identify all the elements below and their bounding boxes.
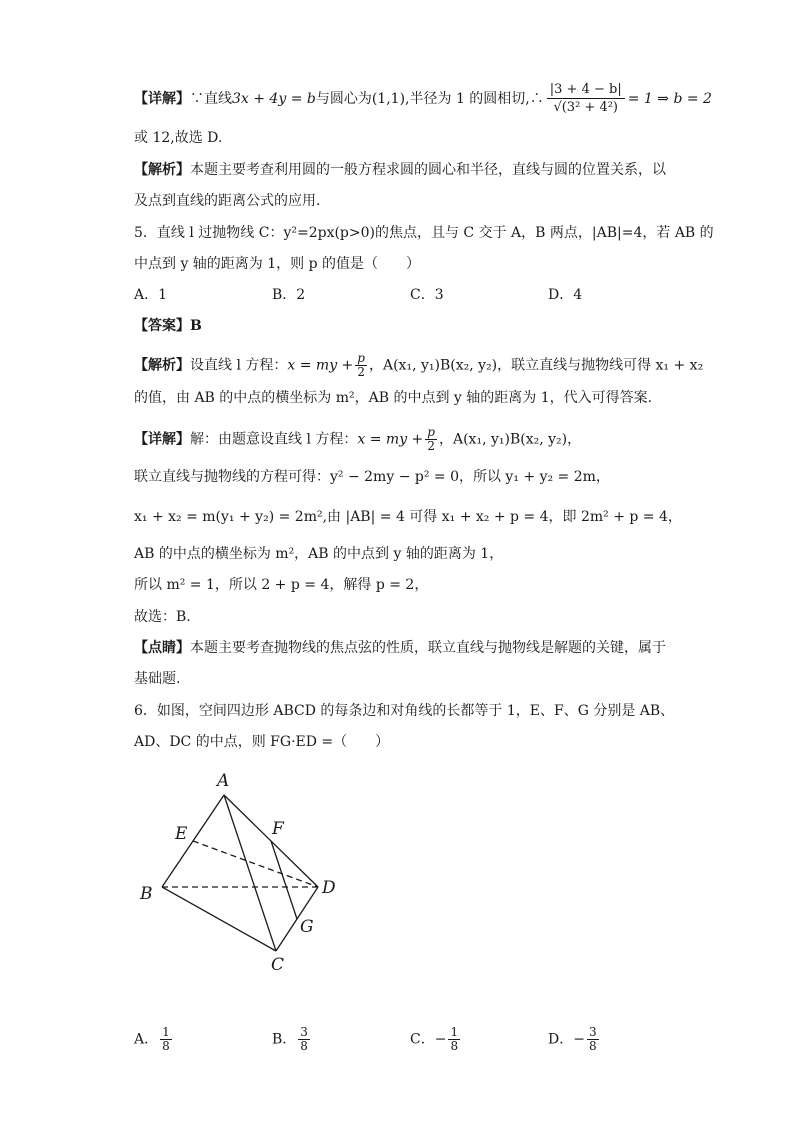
label-e: E — [175, 824, 188, 844]
option-letter: C． — [410, 1031, 435, 1048]
label-c: C — [271, 955, 285, 975]
q5-detail-line6: 故选：B. — [134, 609, 191, 625]
text: 设直线 l 方程： — [190, 357, 288, 374]
option-fraction — [448, 1026, 460, 1053]
fraction-numerator: 3 — [588, 1025, 597, 1039]
equation: x = my + — [357, 431, 424, 448]
equation: 3x + 4y = b — [232, 91, 316, 107]
option-fraction — [587, 1026, 599, 1053]
option-sign: − — [434, 1031, 447, 1048]
q5-answer — [134, 316, 674, 336]
q5-detail-line5: 所以 m² = 1，所以 2 + p = 4，解得 p = 2， — [134, 577, 429, 593]
fraction-denominator: 8 — [162, 1039, 170, 1053]
analysis-tag: 【解析】 — [134, 357, 190, 374]
option-fraction — [160, 1026, 172, 1053]
q5-stem-line1: 5．直线 l 过抛物线 C：y²=2px(p>0)的焦点，且与 C 交于 A，B 两点，|AB|=4，若 AB 的 — [134, 225, 714, 241]
fraction-numerator: p — [427, 425, 435, 439]
q5-option-b: B．2 — [272, 287, 306, 303]
q6-option-b — [272, 1026, 312, 1053]
text: ，A(x₁, y₁)B(x₂, y₂)，联立直线与抛物线可得 x₁ + x₂ — [368, 357, 704, 374]
q4-analysis-line2: 及点到直线的距离公式的应用. — [134, 193, 321, 209]
q5-analysis-line2: 的值，由 AB 的中点的横坐标为 m²，AB 的中点到 y 轴的距离为 1，代入可得答案. — [134, 390, 653, 406]
label-d: D — [322, 878, 336, 898]
analysis-tag: 【解析】 — [134, 162, 190, 178]
q5-detail-line4: AB 的中点的横坐标为 m²，AB 的中点到 y 轴的距离为 1， — [134, 546, 504, 562]
q6-stem-line1: 6．如图，空间四边形 ABCD 的每条边和对角线的长都等于 1，E、F、G 分别是 AB、 — [134, 703, 675, 719]
q4-detail-line1 — [134, 82, 712, 116]
q6-option-d — [548, 1026, 601, 1053]
q5-option-c: C．3 — [410, 287, 444, 303]
text: 本题主要考查利用圆的一般方程求圆的圆心和半径，直线与圆的位置关系，以 — [190, 162, 666, 178]
q5-stem-line2: 中点到 y 轴的距离为 1，则 p 的值是（ ） — [134, 256, 421, 272]
option-fraction — [298, 1026, 310, 1053]
fraction-denominator: 8 — [300, 1039, 308, 1053]
option-letter: B． — [272, 1031, 297, 1048]
fraction-denominator: 8 — [450, 1039, 459, 1053]
text: ,半径为 1 的圆相切,∴ — [405, 91, 544, 107]
q4-detail-line2: 或 12,故选 D. — [134, 130, 223, 146]
label-g: G — [300, 917, 314, 937]
q6-option-c — [410, 1026, 462, 1053]
q5-detail-line1 — [134, 426, 674, 453]
text: 解：由题意设直线 l 方程： — [190, 431, 358, 448]
p-over-2-fraction — [355, 352, 367, 379]
text: 与圆心为 — [315, 91, 372, 107]
q6-stem-line2: AD、DC 的中点，则 FG·ED =（ ） — [134, 734, 390, 750]
fraction-numerator: 3 — [300, 1025, 308, 1039]
label-b: B — [140, 884, 153, 904]
equation: (1,1) — [371, 91, 406, 107]
label-f: F — [272, 819, 284, 839]
fraction-numerator: |3 + 4 − b| — [547, 82, 625, 99]
label-a: A — [217, 771, 230, 791]
q5-analysis-line1 — [134, 351, 704, 379]
point-tag: 【点睛】 — [134, 640, 190, 656]
text: ∵直线 — [190, 91, 232, 107]
q5-point-line2: 基础题. — [134, 671, 181, 687]
fraction-denominator: 2 — [357, 365, 365, 379]
q5-option-a: A．1 — [134, 287, 168, 303]
option-sign: − — [573, 1031, 585, 1048]
p-over-2-fraction — [425, 426, 437, 453]
distance-fraction — [547, 82, 625, 116]
detail-tag: 【详解】 — [134, 91, 190, 107]
fraction-denominator: 8 — [588, 1039, 597, 1053]
q4-analysis-line1 — [134, 160, 674, 180]
segment-ed-hidden — [193, 841, 318, 887]
option-letter: D． — [548, 1031, 574, 1048]
fraction-numerator: p — [357, 351, 365, 365]
fraction-denominator: √(3² + 4²) — [553, 100, 619, 115]
edge-ac — [224, 795, 276, 951]
text: 本题主要考查抛物线的焦点弦的性质，联立直线与抛物线是解题的关键，属于 — [190, 640, 666, 656]
text: ，A(x₁, y₁)B(x₂, y₂)， — [438, 431, 582, 448]
edge-bc — [162, 887, 276, 951]
tetrahedron-figure — [134, 760, 364, 980]
q5-detail-line3: x₁ + x₂ = m(y₁ + y₂) = 2m²,由 |AB| = 4 可得 x₁ + x₂ + p = 4，即 2m² + p = 4， — [134, 509, 682, 525]
answer-text: 【答案】B — [134, 318, 202, 334]
equation: = 1 ⇒ b = 2 — [627, 91, 712, 107]
fraction-numerator: 1 — [162, 1025, 170, 1039]
q5-option-d: D．4 — [548, 287, 583, 303]
detail-tag: 【详解】 — [134, 431, 190, 448]
fraction-denominator: 2 — [427, 439, 435, 453]
equation: x = my + — [287, 357, 354, 374]
q5-point-line1 — [134, 638, 674, 658]
segment-fg — [271, 841, 297, 919]
fraction-numerator: 1 — [450, 1025, 459, 1039]
q5-detail-line2: 联立直线与抛物线的方程可得：y² − 2my − p² = 0，所以 y₁ + y₂ = 2m， — [134, 469, 610, 485]
option-letter: A． — [134, 1031, 159, 1048]
q6-option-a — [134, 1026, 174, 1053]
